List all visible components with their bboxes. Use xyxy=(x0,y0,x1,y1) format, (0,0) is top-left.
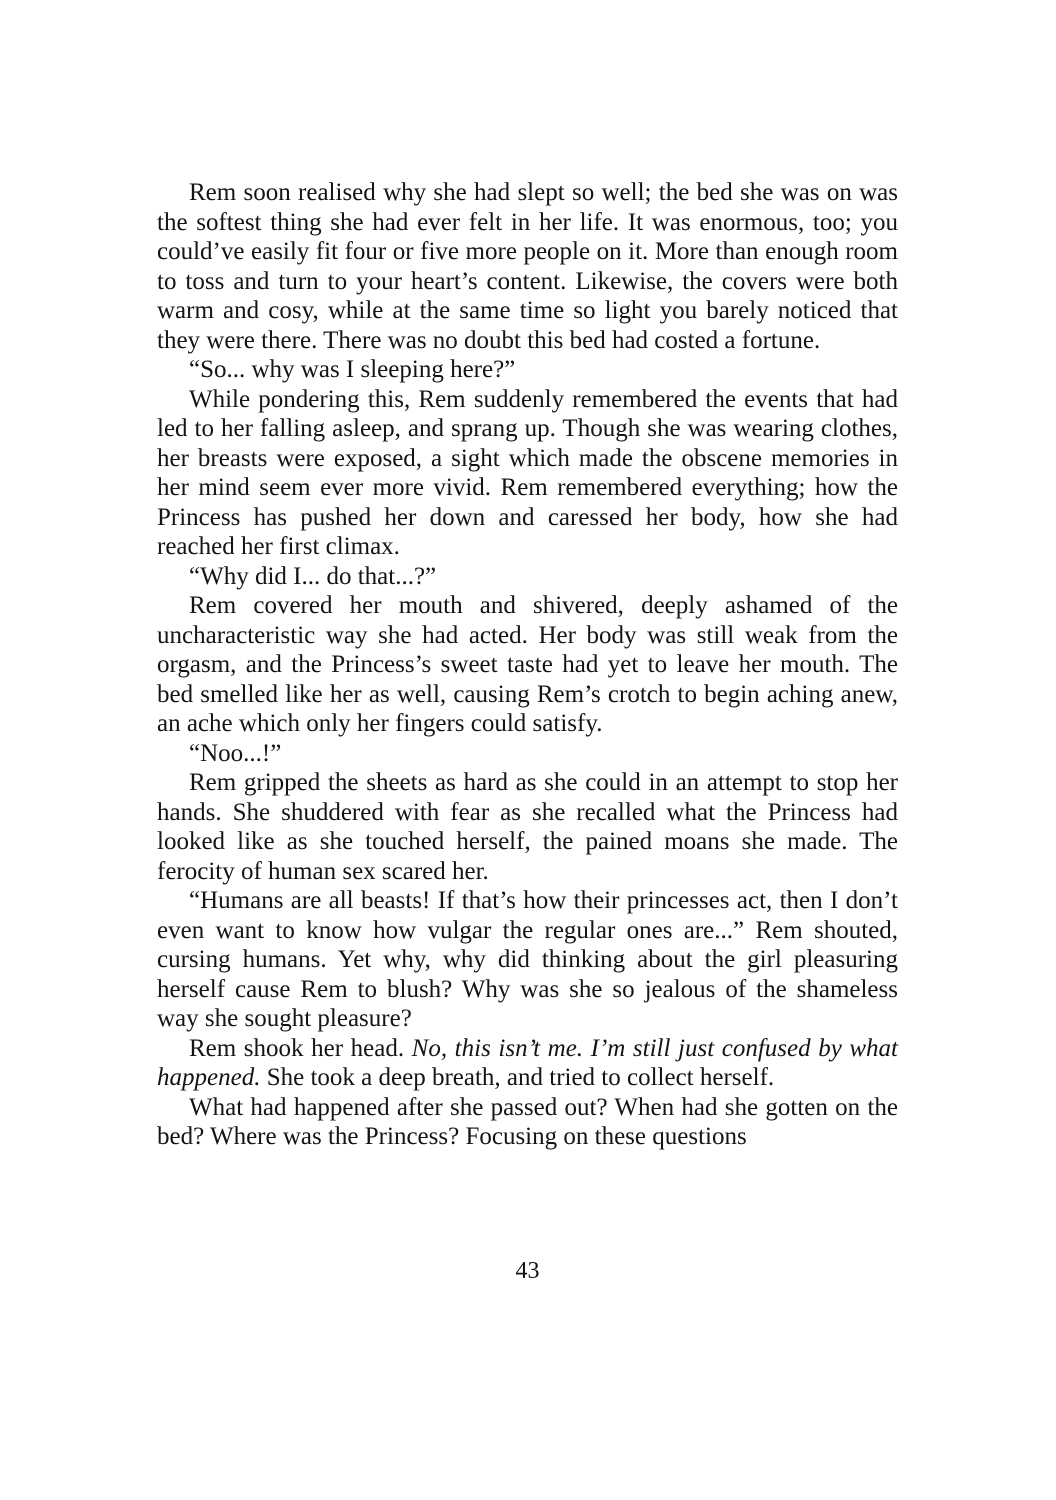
page-number: 43 xyxy=(515,1258,540,1284)
body-paragraph xyxy=(157,562,898,592)
body-text: “Why did I... do that...?” xyxy=(189,562,437,590)
body-text: “So... why was I sleeping here?” xyxy=(189,356,516,383)
body-paragraph xyxy=(157,1093,898,1152)
body-text: She took a deep breath, and tried to collect herself. xyxy=(260,1064,775,1091)
body-text: What had happened after she passed out? When had she gotten on the bed? Where was the Princess? Focusing on these questions xyxy=(157,1093,898,1150)
body-paragraph xyxy=(157,768,898,886)
body-paragraph xyxy=(157,1034,898,1093)
body-text: Rem soon realised why she had slept so well; the bed she was on was the softest thing she had ever felt in her life. It was enormous, too; you could’ve easily fit four or five more people on it. More than enough room to toss and turn to your heart’s content. Likewise, the covers were both warm and cosy, while at the same time so light you barely noticed that they were there. There was no doubt this bed had costed a fortune. xyxy=(157,179,898,354)
body-text: Rem covered her mouth and shivered, deeply ashamed of the uncharacteristic way she had acted. Her body was still weak from the orgasm, and the Princess’s sweet taste had yet to leave her mouth. The bed smelled like her as well, causing Rem’s crotch to begin aching anew, an ache which only her fingers could satisfy. xyxy=(157,592,898,737)
body-text: Rem gripped the sheets as hard as she could in an attempt to stop her hands. She shuddered with fear as she recalled what the Princess had looked like as she touched herself, the pained moans she made. The ferocity of human sex scared her. xyxy=(157,769,898,885)
body-text: “Noo...!” xyxy=(189,739,282,767)
body-text: While pondering this, Rem suddenly remembered the events that had led to her falling asleep, and sprang up. Though she was wearing clothes, her breasts were exposed, a sight which made the obscene memories in her mind seem ever more vivid. Rem remembered everything; how the Princess has pushed her down and caressed her body, how she had reached her first climax. xyxy=(157,385,898,560)
body-paragraph xyxy=(157,385,898,562)
body-text: “Humans are all beasts! If that’s how their princesses act, then I don’t even want to know how vulgar the regular ones are...” Rem shouted, cursing humans. Yet why, why did thinking about the girl pleasuring herself cause Rem to blush? Why was she so jealous of the shameless way she sought pleasure? xyxy=(157,887,898,1032)
text-block xyxy=(157,178,898,1152)
italic-text: No, this isn’t me. I’m still just confused by what happened. xyxy=(157,1034,899,1091)
body-paragraph xyxy=(157,591,898,739)
body-paragraph xyxy=(157,739,898,769)
body-paragraph xyxy=(157,178,898,355)
body-paragraph xyxy=(157,886,898,1034)
body-paragraph xyxy=(157,355,898,385)
body-text: Rem shook her head. xyxy=(189,1034,412,1062)
